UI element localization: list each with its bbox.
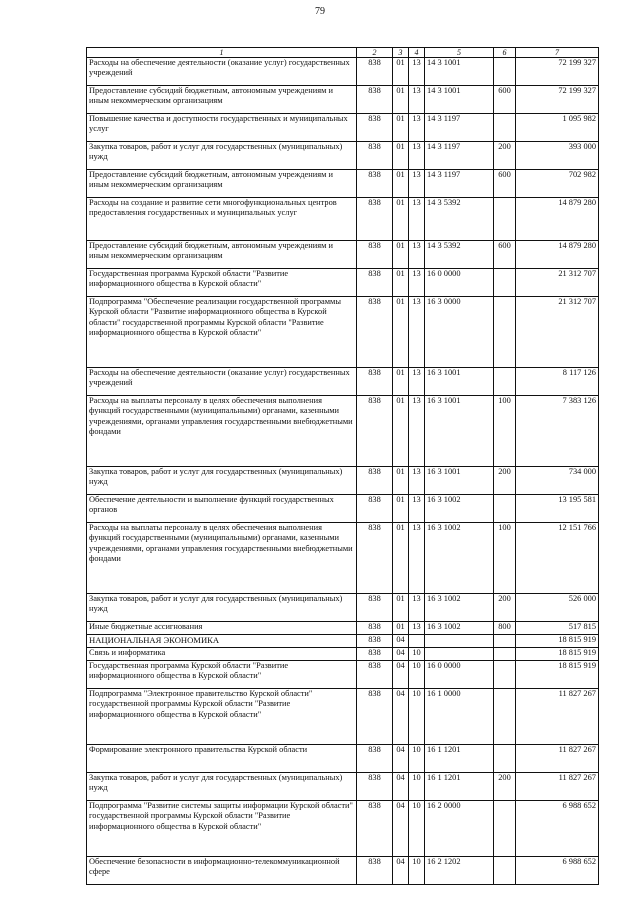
cell-sum: 21 312 707 bbox=[516, 269, 599, 297]
cell-rz: 01 bbox=[393, 495, 409, 523]
cell-pr: 10 bbox=[409, 773, 425, 801]
cell-rz: 04 bbox=[393, 857, 409, 885]
header-col-pr: 4 bbox=[409, 48, 425, 58]
cell-pr: 13 bbox=[409, 523, 425, 594]
page-number: 79 bbox=[315, 6, 325, 17]
cell-pr bbox=[409, 635, 425, 648]
cell-name: Обеспечение деятельности и выполнение функций государственных органов bbox=[87, 495, 357, 523]
cell-grbs: 838 bbox=[357, 773, 393, 801]
cell-rz: 01 bbox=[393, 594, 409, 622]
cell-rz: 01 bbox=[393, 368, 409, 396]
header-col-sum: 7 bbox=[516, 48, 599, 58]
cell-grbs: 838 bbox=[357, 857, 393, 885]
cell-csr: 16 1 1201 bbox=[425, 745, 494, 773]
cell-rz: 01 bbox=[393, 467, 409, 495]
header-col-csr: 5 bbox=[425, 48, 494, 58]
cell-vr bbox=[494, 745, 516, 773]
cell-pr: 13 bbox=[409, 86, 425, 114]
cell-vr: 200 bbox=[494, 467, 516, 495]
cell-rz: 04 bbox=[393, 801, 409, 857]
cell-vr: 600 bbox=[494, 170, 516, 198]
header-col-grbs: 2 bbox=[357, 48, 393, 58]
cell-name: Закупка товаров, работ и услуг для государственных (муниципальных) нужд bbox=[87, 142, 357, 170]
cell-vr: 800 bbox=[494, 622, 516, 635]
cell-rz: 01 bbox=[393, 114, 409, 142]
cell-csr bbox=[425, 635, 494, 648]
cell-sum: 6 988 652 bbox=[516, 857, 599, 885]
cell-grbs: 838 bbox=[357, 801, 393, 857]
cell-grbs: 838 bbox=[357, 396, 393, 467]
cell-rz: 01 bbox=[393, 142, 409, 170]
cell-name: НАЦИОНАЛЬНАЯ ЭКОНОМИКА bbox=[87, 635, 357, 648]
cell-name: Предоставление субсидий бюджетным, автономным учреждениям и иным некоммерческим организациям bbox=[87, 170, 357, 198]
cell-name: Формирование электронного правительства Курской области bbox=[87, 745, 357, 773]
cell-pr: 10 bbox=[409, 648, 425, 661]
table-row bbox=[87, 857, 599, 885]
cell-rz: 04 bbox=[393, 689, 409, 745]
cell-pr: 13 bbox=[409, 198, 425, 241]
cell-csr: 16 3 1002 bbox=[425, 594, 494, 622]
cell-grbs: 838 bbox=[357, 495, 393, 523]
cell-sum: 11 827 267 bbox=[516, 689, 599, 745]
table-row bbox=[87, 86, 599, 114]
cell-sum: 7 383 126 bbox=[516, 396, 599, 467]
cell-rz: 01 bbox=[393, 297, 409, 368]
cell-pr: 13 bbox=[409, 269, 425, 297]
cell-rz: 01 bbox=[393, 58, 409, 86]
cell-csr: 16 3 1001 bbox=[425, 467, 494, 495]
cell-name: Государственная программа Курской области "Развитие информационного общества в Курской области" bbox=[87, 269, 357, 297]
cell-vr bbox=[494, 297, 516, 368]
cell-sum: 526 000 bbox=[516, 594, 599, 622]
header-row bbox=[87, 48, 599, 58]
cell-csr: 16 2 1202 bbox=[425, 857, 494, 885]
cell-grbs: 838 bbox=[357, 661, 393, 689]
cell-name: Закупка товаров, работ и услуг для государственных (муниципальных) нужд bbox=[87, 594, 357, 622]
cell-rz: 01 bbox=[393, 86, 409, 114]
cell-csr: 16 2 0000 bbox=[425, 801, 494, 857]
cell-csr: 14 3 1001 bbox=[425, 86, 494, 114]
table-row bbox=[87, 198, 599, 241]
cell-csr: 14 3 1001 bbox=[425, 58, 494, 86]
table-row bbox=[87, 269, 599, 297]
cell-vr bbox=[494, 198, 516, 241]
cell-name: Предоставление субсидий бюджетным, автономным учреждениям и иным некоммерческим организациям bbox=[87, 241, 357, 269]
cell-sum: 14 879 280 bbox=[516, 198, 599, 241]
cell-name: Повышение качества и доступности государственных и муниципальных услуг bbox=[87, 114, 357, 142]
cell-csr: 16 3 1001 bbox=[425, 368, 494, 396]
cell-grbs: 838 bbox=[357, 523, 393, 594]
cell-vr: 200 bbox=[494, 142, 516, 170]
table-row bbox=[87, 368, 599, 396]
cell-rz: 01 bbox=[393, 622, 409, 635]
cell-name: Предоставление субсидий бюджетным, автономным учреждениям и иным некоммерческим организациям bbox=[87, 86, 357, 114]
cell-csr: 14 3 5392 bbox=[425, 241, 494, 269]
cell-pr: 13 bbox=[409, 241, 425, 269]
cell-rz: 04 bbox=[393, 635, 409, 648]
cell-name: Связь и информатика bbox=[87, 648, 357, 661]
table-row bbox=[87, 745, 599, 773]
table-row bbox=[87, 495, 599, 523]
cell-pr: 10 bbox=[409, 661, 425, 689]
cell-csr: 14 3 1197 bbox=[425, 142, 494, 170]
cell-csr: 14 3 1197 bbox=[425, 170, 494, 198]
cell-rz: 01 bbox=[393, 241, 409, 269]
cell-vr: 200 bbox=[494, 594, 516, 622]
table-row bbox=[87, 801, 599, 857]
cell-grbs: 838 bbox=[357, 635, 393, 648]
cell-grbs: 838 bbox=[357, 594, 393, 622]
table-row bbox=[87, 648, 599, 661]
cell-rz: 01 bbox=[393, 396, 409, 467]
table-row bbox=[87, 594, 599, 622]
cell-vr: 200 bbox=[494, 773, 516, 801]
cell-sum: 1 095 982 bbox=[516, 114, 599, 142]
cell-name: Иные бюджетные ассигнования bbox=[87, 622, 357, 635]
cell-sum: 6 988 652 bbox=[516, 801, 599, 857]
cell-csr: 16 3 1002 bbox=[425, 622, 494, 635]
cell-sum: 72 199 327 bbox=[516, 86, 599, 114]
cell-vr bbox=[494, 648, 516, 661]
cell-vr bbox=[494, 58, 516, 86]
cell-csr: 14 3 1197 bbox=[425, 114, 494, 142]
cell-pr: 10 bbox=[409, 689, 425, 745]
cell-grbs: 838 bbox=[357, 368, 393, 396]
cell-name: Расходы на обеспечение деятельности (оказание услуг) государственных учреждений bbox=[87, 58, 357, 86]
cell-pr: 13 bbox=[409, 368, 425, 396]
cell-rz: 01 bbox=[393, 523, 409, 594]
cell-sum: 18 815 919 bbox=[516, 661, 599, 689]
header-col-name: 1 bbox=[87, 48, 357, 58]
cell-pr: 13 bbox=[409, 396, 425, 467]
cell-pr: 13 bbox=[409, 297, 425, 368]
cell-csr: 14 3 5392 bbox=[425, 198, 494, 241]
cell-sum: 734 000 bbox=[516, 467, 599, 495]
cell-rz: 01 bbox=[393, 198, 409, 241]
budget-table bbox=[86, 47, 599, 885]
cell-sum: 18 815 919 bbox=[516, 635, 599, 648]
cell-name: Закупка товаров, работ и услуг для государственных (муниципальных) нужд bbox=[87, 773, 357, 801]
cell-sum: 11 827 267 bbox=[516, 745, 599, 773]
cell-vr bbox=[494, 801, 516, 857]
cell-grbs: 838 bbox=[357, 198, 393, 241]
cell-csr: 16 1 1201 bbox=[425, 773, 494, 801]
header-col-vr: 6 bbox=[494, 48, 516, 58]
cell-sum: 14 879 280 bbox=[516, 241, 599, 269]
table-row bbox=[87, 635, 599, 648]
cell-sum: 11 827 267 bbox=[516, 773, 599, 801]
cell-vr bbox=[494, 368, 516, 396]
cell-pr: 10 bbox=[409, 857, 425, 885]
cell-sum: 13 195 581 bbox=[516, 495, 599, 523]
cell-grbs: 838 bbox=[357, 142, 393, 170]
cell-name: Расходы на выплаты персоналу в целях обеспечения выполнения функций государственными (муниципальными) органами, казенными учреждениями, органами управления государственными внебюджетными фондами bbox=[87, 396, 357, 467]
cell-grbs: 838 bbox=[357, 648, 393, 661]
table-row bbox=[87, 689, 599, 745]
cell-grbs: 838 bbox=[357, 745, 393, 773]
cell-pr: 13 bbox=[409, 467, 425, 495]
cell-grbs: 838 bbox=[357, 297, 393, 368]
cell-vr: 600 bbox=[494, 241, 516, 269]
cell-pr: 13 bbox=[409, 142, 425, 170]
cell-vr bbox=[494, 857, 516, 885]
cell-name: Подпрограмма "Электронное правительство Курской области" государственной программы Курской области "Развитие информационного общества в Курской области" bbox=[87, 689, 357, 745]
cell-sum: 702 982 bbox=[516, 170, 599, 198]
cell-name: Обеспечение безопасности в информационно-телекоммуникационной сфере bbox=[87, 857, 357, 885]
cell-csr: 16 3 1001 bbox=[425, 396, 494, 467]
cell-rz: 01 bbox=[393, 170, 409, 198]
table-row bbox=[87, 467, 599, 495]
cell-grbs: 838 bbox=[357, 269, 393, 297]
cell-name: Расходы на создание и развитие сети многофункциональных центров предоставления государственных и муниципальных услуг bbox=[87, 198, 357, 241]
cell-name: Подпрограмма "Развитие системы защиты информации Курской области" государственной программы Курской области "Развитие информационного общества в Курской области" bbox=[87, 801, 357, 857]
cell-vr: 100 bbox=[494, 396, 516, 467]
cell-sum: 393 000 bbox=[516, 142, 599, 170]
table-row bbox=[87, 622, 599, 635]
cell-sum: 8 117 126 bbox=[516, 368, 599, 396]
table-row bbox=[87, 241, 599, 269]
cell-vr bbox=[494, 661, 516, 689]
cell-vr: 100 bbox=[494, 523, 516, 594]
cell-grbs: 838 bbox=[357, 170, 393, 198]
cell-pr: 13 bbox=[409, 495, 425, 523]
cell-vr bbox=[494, 114, 516, 142]
cell-csr bbox=[425, 648, 494, 661]
cell-pr: 13 bbox=[409, 594, 425, 622]
cell-rz: 01 bbox=[393, 269, 409, 297]
cell-rz: 04 bbox=[393, 661, 409, 689]
cell-grbs: 838 bbox=[357, 86, 393, 114]
cell-vr: 600 bbox=[494, 86, 516, 114]
cell-sum: 21 312 707 bbox=[516, 297, 599, 368]
cell-vr bbox=[494, 635, 516, 648]
cell-sum: 72 199 327 bbox=[516, 58, 599, 86]
cell-pr: 13 bbox=[409, 58, 425, 86]
cell-grbs: 838 bbox=[357, 58, 393, 86]
table-row bbox=[87, 661, 599, 689]
cell-grbs: 838 bbox=[357, 689, 393, 745]
cell-csr: 16 0 0000 bbox=[425, 661, 494, 689]
cell-vr bbox=[494, 495, 516, 523]
cell-csr: 16 3 0000 bbox=[425, 297, 494, 368]
table-row bbox=[87, 523, 599, 594]
header-col-rz: 3 bbox=[393, 48, 409, 58]
cell-csr: 16 1 0000 bbox=[425, 689, 494, 745]
cell-vr bbox=[494, 689, 516, 745]
cell-csr: 16 3 1002 bbox=[425, 523, 494, 594]
cell-pr: 13 bbox=[409, 114, 425, 142]
cell-rz: 04 bbox=[393, 648, 409, 661]
cell-rz: 04 bbox=[393, 773, 409, 801]
cell-grbs: 838 bbox=[357, 467, 393, 495]
cell-name: Закупка товаров, работ и услуг для государственных (муниципальных) нужд bbox=[87, 467, 357, 495]
cell-pr: 10 bbox=[409, 745, 425, 773]
table-row bbox=[87, 297, 599, 368]
cell-pr: 13 bbox=[409, 170, 425, 198]
table-row bbox=[87, 114, 599, 142]
cell-name: Подпрограмма "Обеспечение реализации государственной программы Курской области "Развитие информационного общества в Курской области" государственной программы Курской области "Развитие информационного общества в Курской области" bbox=[87, 297, 357, 368]
cell-name: Расходы на выплаты персоналу в целях обеспечения выполнения функций государственными (муниципальными) органами, казенными учреждениями, органами управления государственными внебюджетными фондами bbox=[87, 523, 357, 594]
cell-name: Государственная программа Курской области "Развитие информационного общества в Курской области" bbox=[87, 661, 357, 689]
cell-rz: 04 bbox=[393, 745, 409, 773]
cell-sum: 12 151 766 bbox=[516, 523, 599, 594]
table-row bbox=[87, 396, 599, 467]
cell-csr: 16 0 0000 bbox=[425, 269, 494, 297]
table-body bbox=[87, 58, 599, 885]
cell-vr bbox=[494, 269, 516, 297]
table-row bbox=[87, 142, 599, 170]
cell-sum: 18 815 919 bbox=[516, 648, 599, 661]
table-row bbox=[87, 773, 599, 801]
cell-grbs: 838 bbox=[357, 114, 393, 142]
table-row bbox=[87, 170, 599, 198]
cell-name: Расходы на обеспечение деятельности (оказание услуг) государственных учреждений bbox=[87, 368, 357, 396]
cell-pr: 10 bbox=[409, 801, 425, 857]
cell-csr: 16 3 1002 bbox=[425, 495, 494, 523]
cell-pr: 13 bbox=[409, 622, 425, 635]
table-row bbox=[87, 58, 599, 86]
cell-grbs: 838 bbox=[357, 622, 393, 635]
cell-sum: 517 815 bbox=[516, 622, 599, 635]
cell-grbs: 838 bbox=[357, 241, 393, 269]
